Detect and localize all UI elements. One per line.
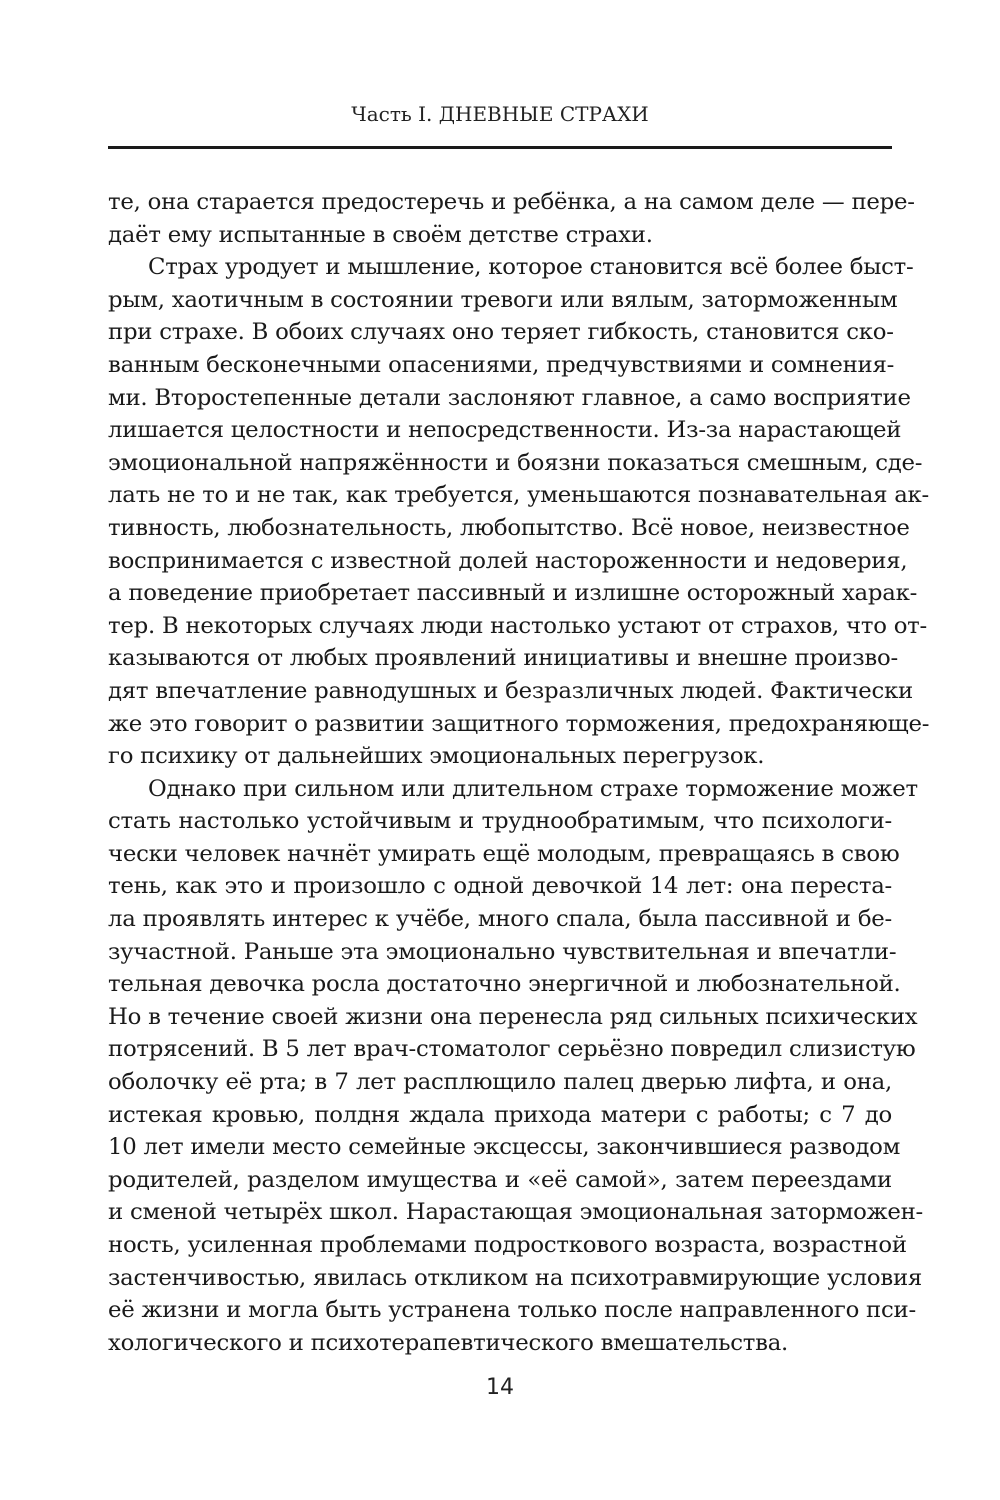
text-line: 10 лет имели место семейные эксцессы, закончившиеся разводом bbox=[108, 1134, 901, 1161]
text-line: лишается целостности и непосредственности. Из-за нарастающей bbox=[108, 417, 902, 444]
text-line: казываются от любых проявлений инициативы и внешне произво- bbox=[108, 645, 898, 672]
text-line: даёт ему испытанные в своём детстве страхи. bbox=[108, 221, 653, 248]
text-line: застенчивостью, явилась откликом на психотравмирующие условия bbox=[108, 1264, 923, 1291]
text-line: чески человек начнёт умирать ещё молодым, превращаясь в свою bbox=[108, 840, 900, 867]
text-line: дят впечатление равнодушных и безразличных людей. Фактически bbox=[108, 677, 913, 704]
text-line: а поведение приобретает пассивный и излишне осторожный харак- bbox=[108, 580, 918, 607]
running-title: Часть I. ДНЕВНЫЕ СТРАХИ bbox=[351, 102, 649, 126]
text-line: стать настолько устойчивым и труднообратимым, что психологи- bbox=[108, 808, 892, 835]
text-line: оболочку её рта; в 7 лет расплющило палец дверью лифта, и она, bbox=[108, 1069, 892, 1096]
text-line: ми. Второстепенные детали заслоняют главное, а само восприятие bbox=[108, 384, 911, 411]
text-line: истекая кровью, полдня ждала прихода матери с работы; с 7 до bbox=[108, 1101, 892, 1128]
text-line: хологического и психотерапевтического вмешательства. bbox=[108, 1329, 789, 1356]
text-line: воспринимается с известной долей настороженности и недоверия, bbox=[108, 547, 908, 574]
text-line: Но в течение своей жизни она перенесла ряд сильных психических bbox=[108, 1003, 918, 1030]
text-line: тень, как это и произошло с одной девочкой 14 лет: она переста- bbox=[108, 873, 892, 900]
text-line: при страхе. В обоих случаях оно теряет гибкость, становится ско- bbox=[108, 319, 894, 346]
text-line: потрясений. В 5 лет врач-стоматолог серьёзно повредил слизистую bbox=[108, 1036, 916, 1063]
text-line: ность, усиленная проблемами подросткового возраста, возрастной bbox=[108, 1232, 907, 1258]
text-line: лать не то и не так, как требуется, уменьшаются познавательная ак- bbox=[108, 482, 929, 509]
text-line: зучастной. Раньше эта эмоционально чувствительная и впечатли- bbox=[108, 938, 897, 965]
text-line: ванным бесконечными опасениями, предчувствиями и сомнения- bbox=[108, 351, 895, 378]
text-line: рым, хаотичным в состоянии тревоги или вялым, заторможенным bbox=[108, 286, 898, 313]
text-line: тер. В некоторых случаях люди настолько устают от страхов, что от- bbox=[108, 612, 927, 639]
text-line: Страх уродует и мышление, которое становится всё более быст- bbox=[148, 254, 914, 281]
text-line: родителей, разделом имущества и «её самой», затем переездами bbox=[108, 1166, 892, 1193]
text-line: Однако при сильном или длительном страхе торможение может bbox=[148, 775, 918, 802]
text-line: тельная девочка росла достаточно энергичной и любознательной. bbox=[108, 971, 901, 998]
text-line: эмоциональной напряжённости и боязни показаться смешным, сде- bbox=[108, 449, 923, 476]
text-line: её жизни и могла быть устранена только после направленного пси- bbox=[108, 1297, 916, 1324]
body-text bbox=[108, 186, 930, 1359]
text-line: же это говорит о развитии защитного торможения, предохраняюще- bbox=[108, 710, 930, 737]
text-line: го психику от дальнейших эмоциональных перегрузок. bbox=[108, 743, 765, 770]
text-line: те, она старается предостеречь и ребёнка, а на самом деле — пере- bbox=[108, 189, 915, 215]
text-line: тивность, любознательность, любопытство. Всё новое, неизвестное bbox=[108, 514, 910, 541]
page-number: 14 bbox=[486, 1375, 514, 1400]
header-rule bbox=[108, 146, 892, 149]
text-line: ла проявлять интерес к учёбе, много спала, была пассивной и бе- bbox=[108, 906, 892, 933]
text-line: и сменой четырёх школ. Нарастающая эмоциональная заторможен- bbox=[108, 1199, 923, 1226]
